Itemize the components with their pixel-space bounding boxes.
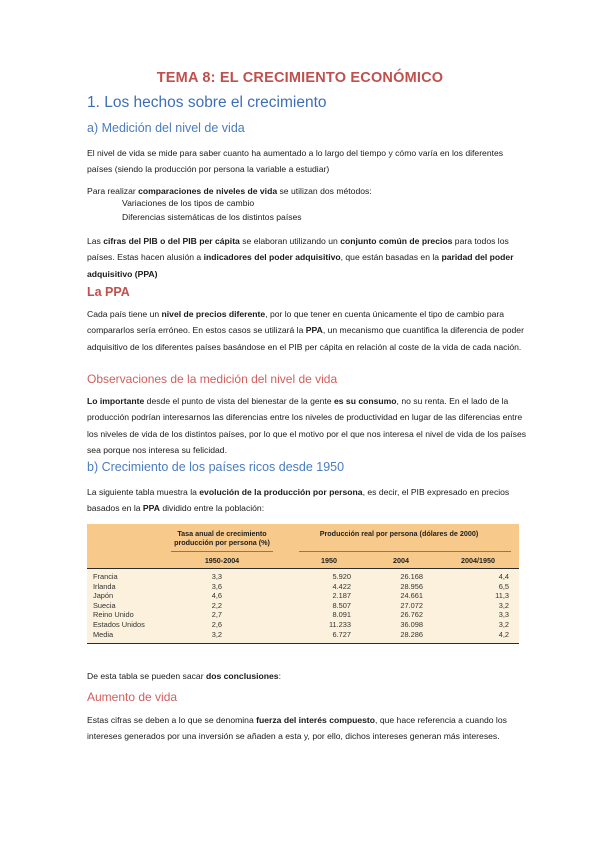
paragraph-conclusiones: De esta tabla se pueden sacar dos conclusiones: (87, 671, 281, 681)
table-rule (87, 643, 519, 644)
table-cell: 2,6 (211, 620, 222, 629)
table-cell: 26.168 (400, 572, 423, 581)
table-row-label: Media (93, 629, 114, 639)
table-cell: 4,6 (211, 591, 222, 601)
table-cell: 11.233 (328, 620, 351, 629)
table-cell: 24.661 (400, 591, 423, 601)
ppa-heading: La PPA (87, 285, 130, 299)
table-cell: 6,5 (498, 581, 509, 591)
aumento-vida-heading: Aumento de vida (87, 690, 178, 704)
paragraph-ppa: Cada país tiene un nivel de precios diferente, por lo que tener en cuenta únicamente el tipo de cambio para compararlos sería erróneo. En estos casos se utilizará la PPA, un mecanismo que cuantifica la diferencia de poder adquisitivo de los diferentes países basándose en el PIB per cápita en relación al coste de la vida de cada nación. (87, 309, 524, 352)
table-cell: 28.956 (400, 581, 423, 591)
table-header-growth-rate: Tasa anual de crecimiento producción por persona (%) (174, 529, 270, 547)
subsection-heading-a: a) Medición del nivel de vida (87, 121, 245, 135)
table-rule (87, 568, 519, 569)
table-cell: 3,3 (498, 610, 509, 620)
table-cell: 5.920 (332, 572, 351, 581)
table-cell: 27.072 (400, 600, 423, 610)
table-cell: 3,2 (498, 620, 509, 629)
table-cell: 3,2 (498, 600, 509, 610)
table-cell: 4,2 (498, 629, 509, 639)
table-divider (299, 551, 511, 552)
table-cell: 26.762 (400, 610, 423, 620)
paragraph-nivel-vida: El nivel de vida se mide para saber cuanto ha aumentado a lo largo del tiempo y cómo varía en los diferentes países (siendo la producción por persona la variable a estudiar) (87, 148, 504, 175)
table-row-label: Reino Unido (93, 610, 134, 620)
subsection-heading-b: b) Crecimiento de los países ricos desde 1950 (87, 460, 345, 474)
table-cell: 4.422 (332, 581, 351, 591)
table-divider (171, 551, 273, 552)
table-row-label: Japón (93, 591, 114, 601)
page-title: TEMA 8: EL CRECIMIENTO ECONÓMICO (156, 70, 444, 86)
table-cell: 28.286 (400, 629, 423, 639)
table-cell: 2,7 (211, 610, 222, 620)
table-row-label: Irlanda (93, 581, 116, 591)
table-cell: 4,4 (498, 572, 509, 581)
table-subheader: 2004 (393, 556, 409, 565)
table-subheader: 2004/1950 (461, 556, 495, 565)
table-header-real-output: Producción real por persona (dólares de 2000) (319, 529, 479, 538)
table-cell: 36.098 (400, 620, 423, 629)
paragraph-interes-compuesto: Estas cifras se deben a lo que se denomina fuerza del interés compuesto, que hace referencia a cuando los intereses generados por una inversión se añaden a esta y, por ello, dichos intereses generan más intereses. (87, 715, 507, 742)
table-cell: 2.187 (332, 591, 351, 601)
section-heading: 1. Los hechos sobre el crecimiento (87, 94, 327, 111)
table-cell: 8.091 (332, 610, 351, 620)
table-subheader: 1950-2004 (204, 556, 240, 565)
method-item: Variaciones de los tipos de cambio (122, 198, 255, 208)
table-cell: 11,3 (495, 591, 509, 601)
paragraph-metodos: Para realizar comparaciones de niveles de vida se utilizan dos métodos: (87, 186, 372, 196)
table-subheader: 1950 (321, 556, 337, 565)
table-cell: 3,3 (211, 572, 222, 581)
method-item: Diferencias sistemáticas de los distintos países (122, 212, 302, 222)
paragraph-observaciones: Lo importante desde el punto de vista del bienestar de la gente es su consumo, no su renta. En el lado de la producción podrían interesarnos las diferencias entre los niveles de productividad en lugar de las diferencias entre los niveles de vida de los distintos países, por lo que el motivo por el que nos interesa el nivel de vida de los países sea porque nos interesa su felicidad. (87, 396, 527, 455)
table-cell: 6.727 (332, 629, 351, 639)
table-row-label: Francia (93, 572, 118, 581)
table-cell: 3,2 (211, 629, 222, 639)
observaciones-heading: Observaciones de la medición del nivel de vida (87, 372, 338, 386)
table-row-label: Estados Unidos (93, 620, 145, 629)
paragraph-cifras-pib: Las cifras del PIB o del PIB per cápita se elaboran utilizando un conjunto común de precios para todos los países. Estas hacen alusión a indicadores del poder adquisitivo, que están basadas en la paridad del poder adquisitivo (PPA) (87, 236, 514, 279)
table-row-label: Suecia (93, 600, 116, 610)
table-cell: 3,6 (211, 581, 222, 591)
growth-table (87, 524, 519, 644)
table-cell: 8.507 (332, 600, 351, 610)
table-cell: 2,2 (211, 600, 222, 610)
paragraph-tabla-intro: La siguiente tabla muestra la evolución de la producción por persona, es decir, el PIB expresado en precios basados en la PPA dividido entre la población: (87, 487, 510, 514)
